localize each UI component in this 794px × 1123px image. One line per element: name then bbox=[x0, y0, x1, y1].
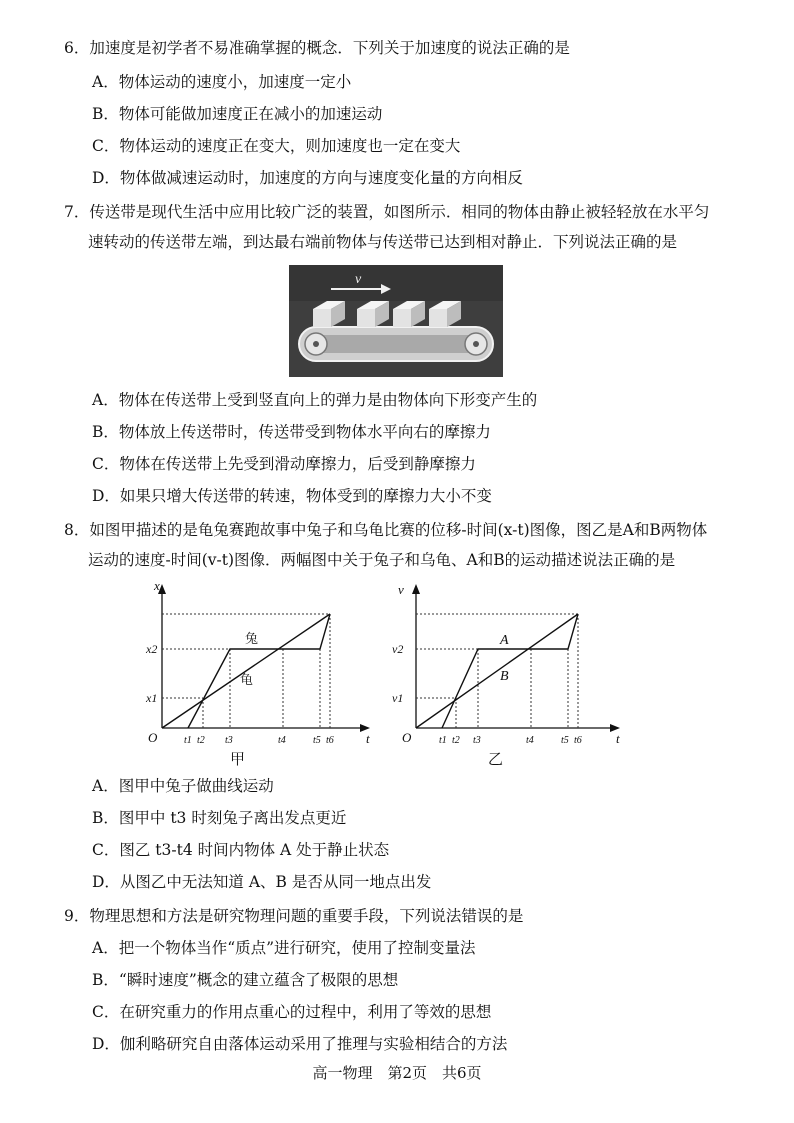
tick-v1: v1 bbox=[392, 691, 404, 705]
q7-option-d: D．如果只增大传送带的转速，物体受到的摩擦力大小不变 bbox=[92, 487, 492, 505]
q7-option-b: B．物体放上传送带时，传送带受到物体水平向右的摩擦力 bbox=[92, 423, 491, 441]
question-6-stem bbox=[64, 38, 570, 58]
question-text: 如图甲描述的是龟兔赛跑故事中兔子和乌龟比赛的位移-时间(x-t)图像，图乙是A和B两物体 bbox=[89, 521, 708, 539]
question-number: 7． bbox=[64, 203, 90, 221]
tick-t4: t4 bbox=[526, 735, 534, 746]
rabbit-line bbox=[188, 614, 330, 728]
question-number: 8． bbox=[64, 521, 90, 539]
question-text: 物理思想和方法是研究物理问题的重要手段，下列说法错误的是 bbox=[89, 907, 524, 925]
graph-yi bbox=[388, 580, 628, 770]
q6-option-c: C．物体运动的速度正在变大，则加速度也一定在变大 bbox=[92, 137, 461, 155]
line-a bbox=[442, 614, 578, 728]
conveyor-belt-figure bbox=[289, 265, 503, 377]
question-number: 9． bbox=[64, 907, 90, 925]
q9-option-b: B．“瞬时速度”概念的建立蕴含了极限的思想 bbox=[92, 971, 399, 989]
y-axis-label: x bbox=[154, 580, 160, 593]
y-axis-label: v bbox=[398, 582, 404, 597]
q7-option-c: C．物体在传送带上先受到滑动摩擦力，后受到静摩擦力 bbox=[92, 455, 476, 473]
line-b bbox=[416, 614, 578, 728]
x-axis-label: t bbox=[616, 731, 620, 746]
q9-option-c: C．在研究重力的作用点重心的过程中，利用了等效的思想 bbox=[92, 1003, 492, 1021]
graph-jia bbox=[140, 580, 380, 770]
turtle-label: 龟 bbox=[240, 672, 254, 687]
tick-t6: t6 bbox=[574, 735, 582, 746]
q9-option-d: D．伽利略研究自由落体运动采用了推理与实验相结合的方法 bbox=[92, 1035, 508, 1053]
x-axis-label: t bbox=[366, 731, 370, 746]
tick-t4: t4 bbox=[278, 735, 286, 746]
tick-t5: t5 bbox=[561, 735, 569, 746]
label-b: B bbox=[500, 669, 509, 684]
tick-t5: t5 bbox=[313, 735, 321, 746]
question-7-stem-cont: 速转动的传送带左端，到达最右端前物体与传送带已达到相对静止．下列说法正确的是 bbox=[88, 233, 678, 251]
tick-t2: t2 bbox=[452, 735, 460, 746]
q7-option-a: A．物体在传送带上受到竖直向上的弹力是由物体向下形变产生的 bbox=[92, 391, 538, 409]
q6-option-d: D．物体做减速运动时，加速度的方向与速度变化量的方向相反 bbox=[92, 169, 523, 187]
tick-t2: t2 bbox=[197, 735, 205, 746]
question-9-stem bbox=[64, 906, 523, 926]
tick-x2: x2 bbox=[146, 642, 158, 656]
belt-inner bbox=[315, 335, 477, 353]
question-8-stem bbox=[64, 520, 707, 540]
q9-option-a: A．把一个物体当作“质点”进行研究，使用了控制变量法 bbox=[92, 939, 476, 957]
graph-caption: 甲 bbox=[230, 752, 246, 768]
question-7-stem bbox=[64, 202, 709, 222]
q8-option-c: C．图乙 t3-t4 时间内物体 A 处于静止状态 bbox=[92, 841, 390, 859]
tick-t1: t1 bbox=[184, 735, 192, 746]
origin-label: O bbox=[402, 730, 412, 745]
photo-shadow bbox=[289, 265, 503, 301]
left-axle bbox=[313, 341, 319, 347]
graph-caption: 乙 bbox=[488, 752, 504, 768]
y-axis-arrow-icon bbox=[412, 584, 420, 594]
q6-option-b: B．物体可能做加速度正在减小的加速运动 bbox=[92, 105, 383, 123]
q8-option-a: A．图甲中兔子做曲线运动 bbox=[92, 777, 274, 795]
tick-t1: t1 bbox=[439, 735, 447, 746]
question-text: 传送带是现代生活中应用比较广泛的装置，如图所示．相同的物体由静止被轻轻放在水平匀 bbox=[89, 203, 710, 221]
page-footer: 高一物理 第2页 共6页 bbox=[312, 1064, 482, 1082]
label-a: A bbox=[500, 633, 509, 648]
origin-label: O bbox=[148, 730, 158, 745]
rabbit-label: 兔 bbox=[245, 631, 259, 646]
question-text: 加速度是初学者不易准确掌握的概念．下列关于加速度的说法正确的是 bbox=[89, 39, 570, 57]
right-axle bbox=[473, 341, 479, 347]
question-8-stem-cont: 运动的速度-时间(v-t)图像．两幅图中关于兔子和乌龟、A和B的运动描述说法正确的是 bbox=[88, 551, 676, 569]
tick-t3: t3 bbox=[225, 735, 233, 746]
tick-v2: v2 bbox=[392, 642, 404, 656]
q6-option-a: A．物体运动的速度小，加速度一定小 bbox=[92, 73, 352, 91]
tick-t3: t3 bbox=[473, 735, 481, 746]
question-number: 6． bbox=[64, 39, 90, 57]
q8-option-d: D．从图乙中无法知道 A、B 是否从同一地点出发 bbox=[92, 873, 432, 891]
q8-option-b: B．图甲中 t3 时刻兔子离出发点更近 bbox=[92, 809, 347, 827]
tick-t6: t6 bbox=[326, 735, 334, 746]
velocity-label: v bbox=[355, 272, 362, 287]
tick-x1: x1 bbox=[146, 691, 158, 705]
